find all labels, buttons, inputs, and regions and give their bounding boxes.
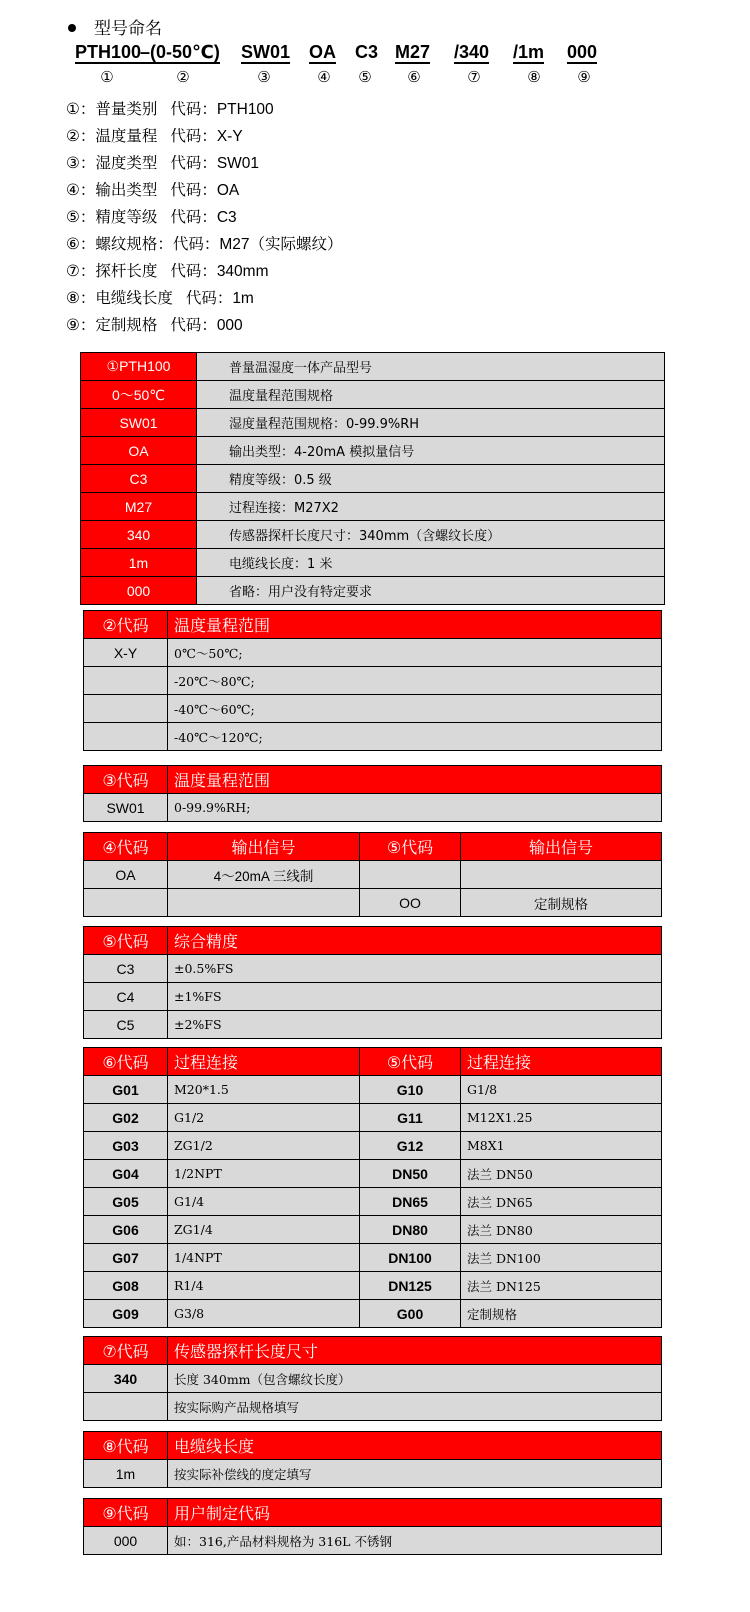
circle-number-9: ⑨ — [577, 69, 591, 86]
header-code: ⑧代码 — [84, 1432, 168, 1460]
row-value: ±0.5%FS — [168, 955, 662, 983]
table-row — [84, 1365, 662, 1393]
process-connection-table — [83, 1047, 662, 1328]
row-code — [84, 1393, 168, 1421]
row-value — [461, 861, 662, 889]
row-value: 0℃～50℃; — [168, 639, 662, 667]
row-code: G07 — [84, 1244, 168, 1272]
model-part-9: 000 — [567, 42, 598, 62]
summary-code: 1m — [81, 549, 197, 577]
header-title: 过程连接 — [168, 1048, 360, 1076]
summary-desc: 精度等级：0.5 级 — [197, 465, 665, 493]
row-value: 1/4NPT — [168, 1244, 360, 1272]
summary-code: OA — [81, 437, 197, 465]
custom-code-table — [83, 1498, 662, 1555]
row-code: G04 — [84, 1160, 168, 1188]
table-row — [84, 723, 662, 751]
definition-line: ⑨：定制规格 代码：000 — [66, 317, 243, 334]
table-row — [84, 889, 662, 917]
header-title: 温度量程范围 — [168, 611, 662, 639]
header-title: 电缆线长度 — [168, 1432, 662, 1460]
summary-table — [80, 352, 665, 605]
model-part-6: M27 — [395, 42, 431, 62]
header-title: 温度量程范围 — [168, 766, 662, 794]
row-value: -20℃～80℃; — [168, 667, 662, 695]
probe-length-table — [83, 1336, 662, 1421]
row-value: 长度 340mm（包含螺纹长度） — [168, 1365, 662, 1393]
row-code: G08 — [84, 1272, 168, 1300]
cable-length-table — [83, 1431, 662, 1488]
table-row — [81, 409, 665, 437]
header-code: ⑥代码 — [84, 1048, 168, 1076]
row-value: G1/8 — [461, 1076, 662, 1104]
table-header-row — [84, 611, 662, 639]
row-code: G10 — [360, 1076, 461, 1104]
table-header-row — [84, 1048, 662, 1076]
row-value: ZG1/2 — [168, 1132, 360, 1160]
header-code: ⑨代码 — [84, 1499, 168, 1527]
section-heading — [68, 14, 162, 39]
header-code: ②代码 — [84, 611, 168, 639]
model-part-3: SW01 — [241, 42, 291, 62]
row-value: R1/4 — [168, 1272, 360, 1300]
circle-number-4: ④ — [317, 69, 331, 86]
circle-number-3: ③ — [257, 69, 271, 86]
header-code: ⑦代码 — [84, 1337, 168, 1365]
table-header-row — [84, 1499, 662, 1527]
row-value: 1/2NPT — [168, 1160, 360, 1188]
table-row — [84, 639, 662, 667]
definition-line: ⑤：精度等级 代码：C3 — [66, 209, 237, 226]
header-title: 传感器探杆长度尺寸 — [168, 1337, 662, 1365]
model-part-8: /1m — [513, 42, 545, 62]
row-code: G03 — [84, 1132, 168, 1160]
row-value: G1/4 — [168, 1188, 360, 1216]
row-value: ZG1/4 — [168, 1216, 360, 1244]
summary-code: 000 — [81, 577, 197, 605]
row-code: DN65 — [360, 1188, 461, 1216]
summary-code: C3 — [81, 465, 197, 493]
row-value: -40℃～120℃; — [168, 723, 662, 751]
row-value — [168, 889, 360, 917]
table-row — [81, 381, 665, 409]
table-row — [84, 955, 662, 983]
table-row — [84, 1272, 662, 1300]
header-code: ⑤代码 — [360, 1048, 461, 1076]
row-code: OA — [84, 861, 168, 889]
table-row — [84, 794, 662, 822]
summary-desc: 省略：用户没有特定要求 — [197, 577, 665, 605]
table-header-row — [84, 766, 662, 794]
summary-desc: 传感器探杆长度尺寸：340mm（含螺纹长度） — [197, 521, 665, 549]
summary-code: 340 — [81, 521, 197, 549]
table-row — [84, 1393, 662, 1421]
definition-line: ⑦：探杆长度 代码：340mm — [66, 263, 269, 280]
row-value: 按实际补偿线的度定填写 — [168, 1460, 662, 1488]
table-header-row — [84, 1432, 662, 1460]
row-code: G11 — [360, 1104, 461, 1132]
model-part-2: –(0-50℃) — [140, 42, 220, 62]
definition-line: ⑥：螺纹规格：代码：M27（实际螺纹） — [66, 236, 343, 253]
row-value: 定制规格 — [461, 1300, 662, 1328]
row-code: 1m — [84, 1460, 168, 1488]
humidity-range-table — [83, 765, 662, 822]
summary-desc: 过程连接：M27X2 — [197, 493, 665, 521]
summary-desc: 普量温湿度一体产品型号 — [197, 353, 665, 381]
row-value: G3/8 — [168, 1300, 360, 1328]
row-code: DN125 — [360, 1272, 461, 1300]
summary-desc: 输出类型：4-20mA 模拟量信号 — [197, 437, 665, 465]
row-value: 法兰 DN125 — [461, 1272, 662, 1300]
definition-line: ①：普量类别 代码：PTH100 — [66, 101, 274, 118]
row-code: C4 — [84, 983, 168, 1011]
row-value: 法兰 DN65 — [461, 1188, 662, 1216]
summary-code: 0～50℃ — [81, 381, 197, 409]
table-row — [81, 549, 665, 577]
heading-text: 型号命名 — [94, 19, 162, 38]
row-code: DN50 — [360, 1160, 461, 1188]
table-header-row — [84, 927, 662, 955]
table-row — [84, 1188, 662, 1216]
row-code: DN100 — [360, 1244, 461, 1272]
table-row — [84, 861, 662, 889]
table-header-row — [84, 833, 662, 861]
table-row — [84, 1216, 662, 1244]
row-code — [84, 667, 168, 695]
table-row — [84, 983, 662, 1011]
summary-desc: 温度量程范围规格 — [197, 381, 665, 409]
row-value: M20*1.5 — [168, 1076, 360, 1104]
table-row — [84, 1300, 662, 1328]
row-code: G09 — [84, 1300, 168, 1328]
row-code: G00 — [360, 1300, 461, 1328]
bullet-icon — [68, 24, 76, 32]
row-value: 法兰 DN50 — [461, 1160, 662, 1188]
row-code: G01 — [84, 1076, 168, 1104]
accuracy-table — [83, 926, 662, 1039]
row-value: 如：316,产品材料规格为 316L 不锈钢 — [168, 1527, 662, 1555]
header-code: ④代码 — [84, 833, 168, 861]
row-code: 340 — [84, 1365, 168, 1393]
header-code: ③代码 — [84, 766, 168, 794]
row-code — [360, 861, 461, 889]
header-title: 用户制定代码 — [168, 1499, 662, 1527]
row-code: OO — [360, 889, 461, 917]
table-row — [81, 465, 665, 493]
row-value: M12X1.25 — [461, 1104, 662, 1132]
circle-number-1: ① — [100, 69, 114, 86]
table-row — [81, 353, 665, 381]
row-value: 0-99.9%RH; — [168, 794, 662, 822]
model-part-5: C3 — [355, 42, 379, 62]
circle-number-5: ⑤ — [358, 69, 372, 86]
definition-line: ③：湿度类型 代码：SW01 — [66, 155, 260, 172]
summary-code: M27 — [81, 493, 197, 521]
definition-line: ④：输出类型 代码：OA — [66, 182, 240, 199]
circle-number-7: ⑦ — [467, 69, 481, 86]
row-code: G12 — [360, 1132, 461, 1160]
row-code: C3 — [84, 955, 168, 983]
row-code — [84, 695, 168, 723]
header-title: 综合精度 — [168, 927, 662, 955]
row-value: ±2%FS — [168, 1011, 662, 1039]
circle-number-2: ② — [176, 69, 190, 86]
row-value: 4～20mA 三线制 — [168, 861, 360, 889]
model-part-4: OA — [309, 42, 336, 62]
row-code: G02 — [84, 1104, 168, 1132]
row-value: M8X1 — [461, 1132, 662, 1160]
row-code: G05 — [84, 1188, 168, 1216]
definition-line: ②：温度量程 代码：X-Y — [66, 128, 243, 145]
table-row — [84, 1132, 662, 1160]
row-value: G1/2 — [168, 1104, 360, 1132]
header-title: 输出信号 — [168, 833, 360, 861]
row-code: 000 — [84, 1527, 168, 1555]
header-title: 过程连接 — [461, 1048, 662, 1076]
table-row — [84, 1460, 662, 1488]
row-value: 按实际购产品规格填写 — [168, 1393, 662, 1421]
row-value: ±1%FS — [168, 983, 662, 1011]
header-code: ⑤代码 — [84, 927, 168, 955]
output-signal-table — [83, 832, 662, 917]
temperature-range-table — [83, 610, 662, 751]
table-header-row — [84, 1337, 662, 1365]
table-row — [84, 1104, 662, 1132]
table-row — [84, 1011, 662, 1039]
row-value: 法兰 DN100 — [461, 1244, 662, 1272]
table-row — [81, 493, 665, 521]
table-row — [81, 577, 665, 605]
model-part-1: PTH100 — [75, 42, 142, 62]
row-code: X-Y — [84, 639, 168, 667]
table-row — [84, 1076, 662, 1104]
row-value: 定制规格 — [461, 889, 662, 917]
model-part-7: /340 — [454, 42, 490, 62]
table-row — [81, 437, 665, 465]
row-value: -40℃～60℃; — [168, 695, 662, 723]
table-row — [84, 1160, 662, 1188]
row-code: DN80 — [360, 1216, 461, 1244]
row-code — [84, 889, 168, 917]
summary-desc: 湿度量程范围规格：0-99.9%RH — [197, 409, 665, 437]
definition-line: ⑧：电缆线长度 代码：1m — [66, 290, 254, 307]
header-title: 输出信号 — [461, 833, 662, 861]
header-code: ⑤代码 — [360, 833, 461, 861]
summary-code: ①PTH100 — [81, 353, 197, 381]
row-code: G06 — [84, 1216, 168, 1244]
summary-code: SW01 — [81, 409, 197, 437]
table-row — [84, 667, 662, 695]
table-row — [84, 1244, 662, 1272]
circle-number-6: ⑥ — [407, 69, 421, 86]
table-row — [81, 521, 665, 549]
row-code: C5 — [84, 1011, 168, 1039]
table-row — [84, 695, 662, 723]
row-code — [84, 723, 168, 751]
row-code: SW01 — [84, 794, 168, 822]
row-value: 法兰 DN80 — [461, 1216, 662, 1244]
table-row — [84, 1527, 662, 1555]
summary-desc: 电缆线长度：1 米 — [197, 549, 665, 577]
circle-number-8: ⑧ — [527, 69, 541, 86]
